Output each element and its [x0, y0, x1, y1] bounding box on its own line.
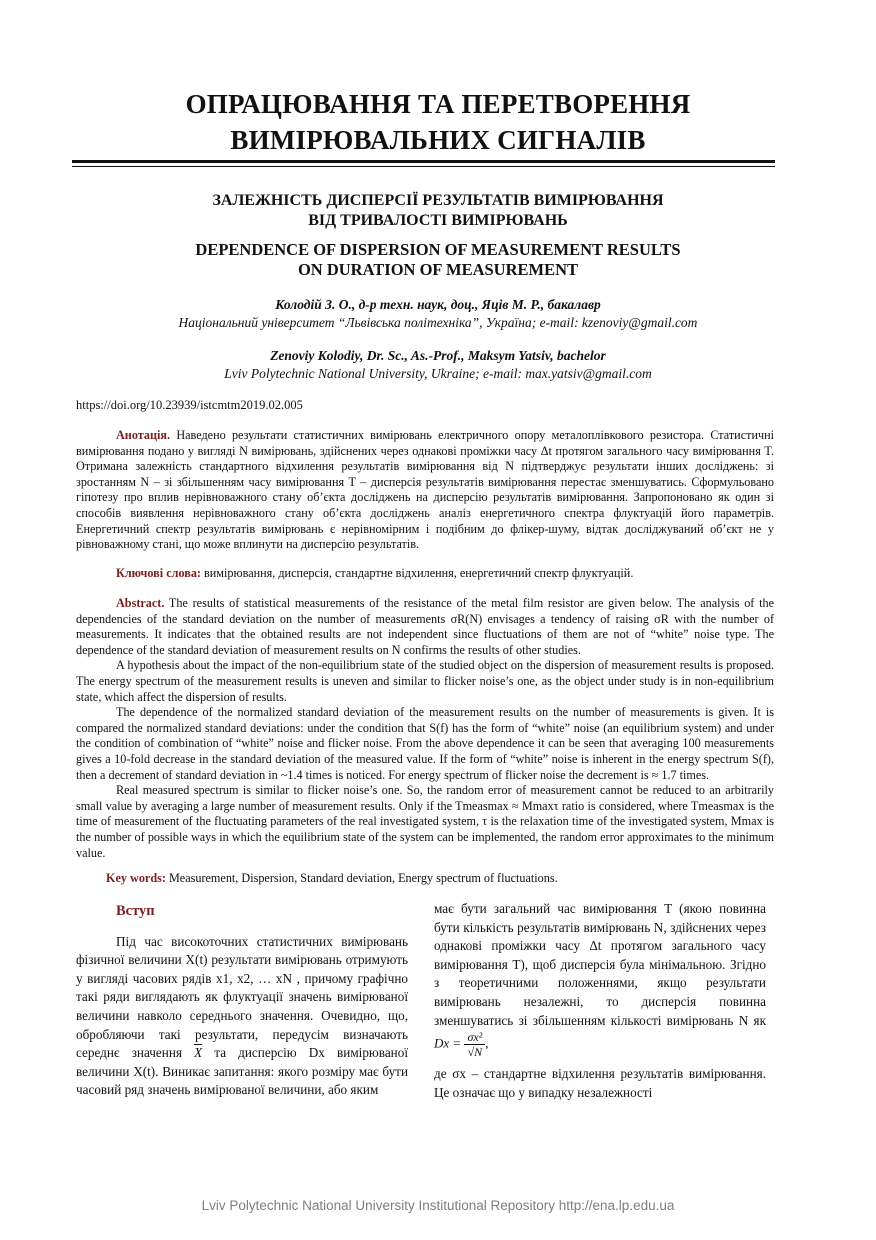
keywords-en [76, 871, 774, 887]
intro-right-column [434, 900, 766, 1102]
formula-numerator: σx² [464, 1030, 485, 1045]
article-title-ua-line2: ВІД ТРИВАЛОСТІ ВИМІРЮВАНЬ [308, 212, 568, 229]
abstract-p4: Real measured spectrum is similar to flicker noise’s one. So, the random error of measurement cannot be reduced to an arbitrarily small value by averaging a large number of measurement results. Only if the Tmeasmax ≈ Mmaxτ ratio is considered, where Tmeasmax is the time of measurement of the fluctuating parameters of the real investigated system, τ is the relaxation time of the investigated system, Mmax is the number of possible ways in which the equilibrium state of the system can be implemented, the random error approximates to the minimum value. [76, 783, 774, 860]
author-names-ua: Колодій З. О., д-р техн. наук, доц., Яців М. Р., бакалавр [275, 297, 601, 312]
author-names-en: Zenoviy Kolodiy, Dr. Sc., As.-Prof., Maksym Yatsiv, bachelor [270, 348, 606, 363]
repository-footer: Lviv Polytechnic National University Institutional Repository http://ena.lp.edu.ua [201, 1198, 675, 1213]
intro-left-column [76, 900, 408, 1100]
formula-fraction [464, 1030, 485, 1059]
keywords-ua-label: Ключові слова: [116, 566, 201, 580]
abstract-label: Abstract. [116, 596, 165, 610]
abstract-en [76, 596, 774, 861]
keywords-en-label: Key words: [106, 871, 166, 885]
keywords-en-text: Measurement, Dispersion, Standard deviation, Energy spectrum of fluctuations. [168, 871, 558, 885]
article-title-ua-line1: ЗАЛЕЖНІСТЬ ДИСПЕРСІЇ РЕЗУЛЬТАТІВ ВИМІРЮВАННЯ [212, 192, 664, 209]
intro-right-p2: де σx – стандартне відхилення результатів вимірювання. Це означає що у випадку незалежності [434, 1066, 766, 1100]
doi-link[interactable]: https://doi.org/10.23939/istcmtm2019.02.005 [76, 398, 303, 412]
title-rule-thin [72, 166, 775, 167]
article-title-en [76, 240, 800, 280]
dispersion-formula: Dx = $\frac{\text{σx²}}{√N}$ , [434, 1030, 489, 1060]
abstract-p3: The dependence of the normalized standard deviation of the measurement results on the number of measurements is given. It is compared the normalized standard deviations: under the condition that S(f) has the form of “white” noise (an equilibrium system) and under the condition of combination of “white” noise and flicker noise. From the above dependence it can be seen that averaging 100 measurements gives a 10-fold decrease in the standard deviation of the measured value. If the form of “white” noise is inherent in the energy spectrum S(f), then a decrement of standard deviation in ~1.4 times is noticed. For energy spectrum of flicker noise the decrement is ≈ 1.7 times. [76, 705, 774, 782]
authors-en [76, 347, 800, 383]
abstract-p2: A hypothesis about the impact of the non-equilibrium state of the studied object on the dispersion of measurement results is proposed. The energy spectrum of the measurement results is uneven and similar to flicker noise’s one, as the object under study is in non-equilibrium state, which affect the dispersion of results. [76, 658, 774, 704]
affiliation-ua: Національний університет “Львівська політехніка”, Україна; e-mail: kzenoviy@gmail.com [178, 315, 698, 330]
intro-heading: Вступ [116, 903, 155, 919]
title-rule-thick [72, 160, 775, 163]
formula-denominator: √N [467, 1045, 483, 1060]
annotation-label: Анотація. [116, 428, 171, 442]
annotation-ua [76, 428, 774, 553]
article-title-en-line1: DEPENDENCE OF DISPERSION OF MEASUREMENT RESULTS [195, 240, 681, 259]
section-title [76, 86, 800, 158]
section-title-line2: ВИМІРЮВАЛЬНИХ СИГНАЛІВ [230, 125, 646, 155]
abstract-p1: The results of statistical measurements of the resistance of the metal film resistor are given below. The analysis of the dependencies of the standard deviation on the number of measurements σR(N) envisages a tendency of raising σR with the number of measurements. It indicates that the obtained results are not independent since fluctuations of them are not of “white” noise type. The dependence of the standard deviation of measurement results on N confirms the results of other studies. [76, 596, 774, 657]
section-title-line1: ОПРАЦЮВАННЯ ТА ПЕРЕТВОРЕННЯ [185, 89, 691, 119]
authors-ua [76, 296, 800, 332]
intro-left-p1: Під час високоточних статистичних вимірювань фізичної величини X(t) результати вимірювань отримують у вигляді часових рядів x1, x2, … xN , причому графічно такі ряди виглядають як флуктуації значень вимірюваної величини навколо середнього значення. Очевидно, що, обробляючи такі результати, передусім визначають середнє значення [76, 933, 408, 1061]
affiliation-en: Lviv Polytechnic National University, Ukraine; e-mail: max.yatsiv@gmail.com [224, 366, 652, 381]
article-title-en-line2: ON DURATION OF MEASUREMENT [297, 260, 579, 279]
article-title-ua [76, 191, 800, 231]
annotation-text: Наведено результати статистичних вимірювань електричного опору металоплівкового резистора. Статистичні вимірювання подано у вигляді N вимірювань, здійснених через однакові проміжки часу Δt протягом загального часу вимірювання T. Отримана залежність стандартного відхилення результатів вимірювання від N підтверджує результати інших досліджень: зі зростанням N – зі збільшенням часу вимірювання T – дисперсія результатів вимірювання перестає зменшуватись. Сформульовано гіпотезу про вплив нерівноважного стану об’єкта досліджень на дисперсію результатів вимірювання. Запропоновано як один зі способів виявлення нерівноважного стану об’єкта досліджень аналіз енергетичного спектра флуктуацій його параметрів. Енергетичний спектр результатів вимірювань є нерівномірним і подібним до флікер-шуму, відтак досліджуваний об’єкт не у рівноважному стані, що може вплинути на дисперсію результатів. [76, 428, 774, 552]
mean-symbol: $\overline{X}$ [194, 1045, 203, 1061]
keywords-ua [76, 566, 774, 582]
intro-left-p1b: та дисперсію Dx вимірюваної величини X(t). Виникає запитання: якого розміру має бути часовий ряд значень вимірюваної величини, або яким [76, 1045, 408, 1098]
formula-lhs: Dx = [434, 1035, 462, 1051]
keywords-ua-text: вимірювання, дисперсія, стандартне відхилення, енергетичний спектр флуктуацій. [204, 566, 634, 580]
intro-right-p1: має бути загальний час вимірювання T (якою повинна бути кількість результатів вимірювань N, здійснених через однакові проміжки часу Δt протягом загального часу вимірювання T), щоб дисперсія була мінімальною. Згідно з теоретичними положеннями, якщо результати вимірювань незалежні, то дисперсія повинна зменшуватись зі збільшенням кількості вимірювань N як [434, 901, 766, 1028]
